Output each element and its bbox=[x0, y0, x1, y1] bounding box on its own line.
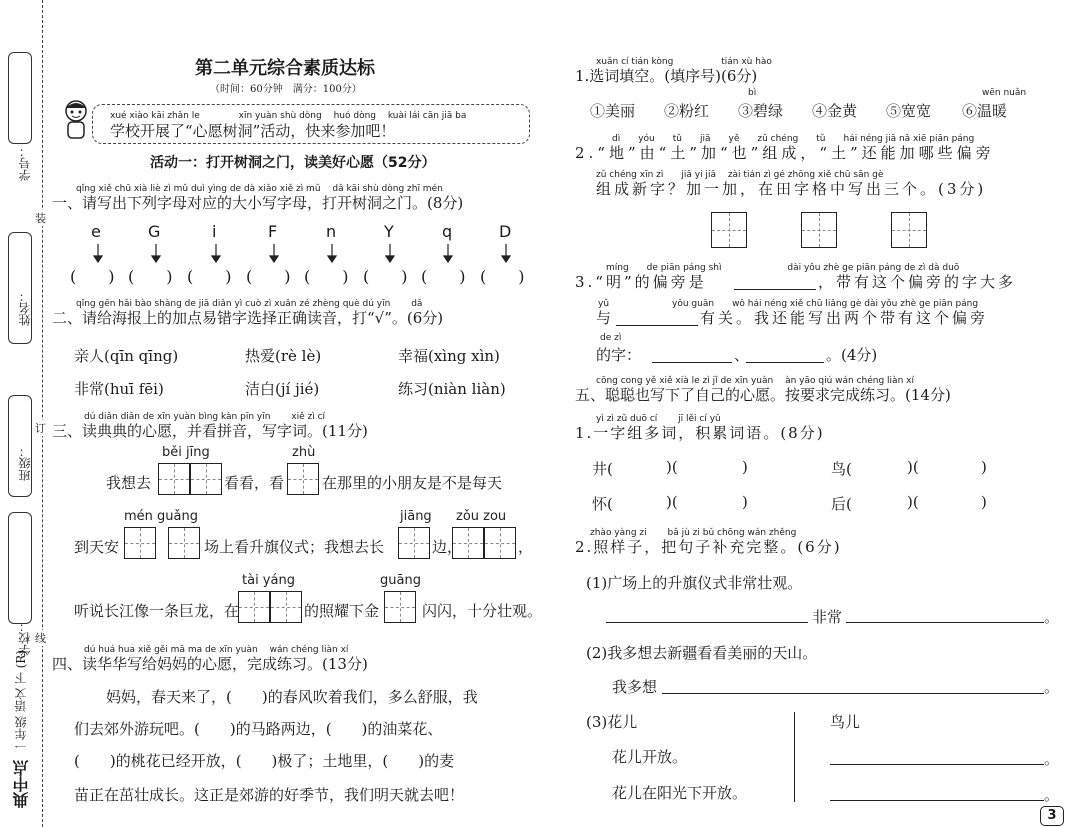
q5s2-e1-blank-b[interactable] bbox=[846, 622, 1044, 623]
q3-box-jiang[interactable] bbox=[398, 527, 430, 559]
q3-box-guang[interactable] bbox=[168, 527, 200, 559]
q5s2-e2-blank[interactable] bbox=[662, 693, 1044, 694]
q5s1-niao-mid: )( bbox=[907, 458, 919, 476]
q1-letter-e: e bbox=[91, 222, 101, 241]
r1-option-6: ⑥温暖 bbox=[962, 102, 1008, 120]
mascot-icon bbox=[60, 98, 92, 142]
r3-text-1b: ，带有这个偏旁的字大多 bbox=[818, 273, 1017, 291]
q1-letter-n: n bbox=[326, 222, 337, 241]
r1-text: 1.选词填空。(填序号)(6分) bbox=[575, 67, 758, 85]
q3-pinyin-beijing: běi jīng bbox=[162, 445, 210, 460]
q3-pinyin-zhu: zhù bbox=[292, 445, 316, 460]
brand-logo: 典中点 bbox=[12, 760, 31, 808]
q5s1-text: 1.一字组多词，积累词语。(8分) bbox=[575, 424, 825, 442]
q4-passage-line-4: 苗正在茁壮成长。这正是郊游的好季节，我们明天就去吧！ bbox=[74, 786, 465, 804]
q1-answer-blank-8[interactable]: ( ) bbox=[480, 267, 525, 286]
q5s2-e3-line-b: 花儿在阳光下开放。 bbox=[612, 784, 748, 802]
q2-pinyin: qǐng gēn hǎi bào shàng de jiā diǎn yì cuò zì xuǎn zé zhèng què dú yīn dǎ bbox=[76, 299, 423, 309]
q5s2-pinyin: zhào yàng zi bǎ jù zi bǔ chōng wán zhěng bbox=[590, 528, 797, 538]
r2-box-3[interactable] bbox=[891, 212, 927, 248]
q5s2-example-3-right: 鸟儿 bbox=[830, 713, 861, 731]
r2-pinyin-1: dì yóu tǔ jiā yě zǔ chéng tǔ hái néng jiā nǎ xiē piān páng bbox=[612, 134, 975, 144]
r3-pinyin-3: de zì bbox=[600, 333, 622, 343]
r3-pinyin-2: yǔ yǒu guān wǒ hái néng xiě chū liǎng gè dài yǒu zhè ge piān páng bbox=[598, 299, 979, 309]
q2-item-4[interactable]: 非常(huī fēi) bbox=[74, 380, 164, 398]
q4-passage-line-2: 们去郊外游玩吧。( )的马路两边，( )的油菜花、 bbox=[74, 720, 443, 738]
q4-pinyin: dú huá hua xiě gěi mā ma de xīn yuàn wán chéng liàn xí bbox=[84, 645, 349, 655]
r2-box-1[interactable] bbox=[711, 212, 747, 248]
q3-pinyin: dú diǎn diǎn de xīn yuàn bìng kàn pīn yīn xiě zì cí bbox=[84, 412, 326, 422]
q3-text: 三、读典典的心愿，并看拼音，写字词。(11分) bbox=[52, 422, 368, 440]
q5s2-divider bbox=[794, 712, 795, 802]
q5s2-e3-end-b: 。 bbox=[1044, 786, 1060, 804]
q2-item-1[interactable]: 亲人(qīn qīng) bbox=[74, 347, 179, 365]
school-label: 学校： bbox=[18, 620, 32, 656]
q1-answer-blank-5[interactable]: ( ) bbox=[304, 267, 349, 286]
name-box-2 bbox=[8, 232, 32, 344]
q5s2-e2-label: 我多想 bbox=[612, 678, 658, 696]
q1-answer-blank-1[interactable]: ( ) bbox=[70, 267, 115, 286]
q5s2-e3-end-a: 。 bbox=[1044, 750, 1060, 768]
r3-blank-char-2[interactable] bbox=[746, 362, 824, 363]
q2-item-2[interactable]: 热爱(rè lè) bbox=[245, 347, 322, 365]
name-box-4 bbox=[8, 512, 32, 624]
q3-pinyin-jiang: jiāng bbox=[400, 509, 432, 524]
q3-box-guang2[interactable] bbox=[384, 591, 416, 623]
q3-line1-c: 在那里的小朋友是不是每天 bbox=[322, 474, 503, 492]
r1-option-4: ④金黄 bbox=[812, 102, 858, 120]
activity1-title: 活动一：打开树洞之门，读美好心愿（52分） bbox=[150, 155, 436, 171]
q5s1-pinyin: yì zì zǔ duō cí jī lěi cí yǔ bbox=[596, 414, 721, 424]
q5s1-jing: 井( bbox=[592, 460, 613, 478]
q2-item-3[interactable]: 幸福(xìng xìn) bbox=[398, 347, 500, 365]
r1-pinyin-wennuan: wēn nuǎn bbox=[982, 88, 1027, 98]
q1-answer-blank-4[interactable]: ( ) bbox=[246, 267, 291, 286]
q3-line3-c: 闪闪，十分壮观。 bbox=[422, 602, 543, 620]
r3-text-3b: 、 bbox=[734, 346, 750, 364]
q5s2-text: 2.照样子，把句子补充完整。(6分) bbox=[575, 538, 842, 556]
q5s2-e3-blank-b[interactable] bbox=[830, 800, 1044, 801]
q1-pinyin: qǐng xiě chū xià liè zì mǔ duì yìng de dà xiǎo xiě zì mǔ dǎ kāi shù dòng zhī mén bbox=[76, 184, 443, 194]
q5s2-e1-blank-a[interactable] bbox=[606, 622, 808, 623]
q1-text: 一、请写出下列字母对应的大小写字母，打开树洞之门。(8分) bbox=[52, 194, 464, 212]
r3-pinyin-1: míng de piān páng shì dài yǒu zhè ge piān páng de zì dà duō bbox=[606, 263, 960, 273]
binding-tick-xian: 线 bbox=[35, 632, 46, 645]
q3-box-bei[interactable] bbox=[158, 463, 190, 495]
q3-line2-c: 边， bbox=[432, 538, 463, 556]
r1-option-3: ③碧绿 bbox=[738, 102, 784, 120]
q5s2-e1-label: 非常 bbox=[812, 608, 843, 626]
q3-line1-b: 看看，看 bbox=[224, 474, 285, 492]
q5s1-hou-mid: )( bbox=[907, 493, 919, 511]
q3-line2-a: 到天安 bbox=[74, 538, 120, 556]
q5s1-jing-end: ) bbox=[742, 458, 748, 476]
q5s1-huai-end: ) bbox=[742, 493, 748, 511]
q5s1-niao-end: ) bbox=[981, 458, 987, 476]
intro-text: 学校开展了“心愿树洞”活动，快来参加吧！ bbox=[110, 122, 396, 140]
page-subtitle: （时间：60分钟 满分：100分） bbox=[210, 84, 362, 95]
r3-blank-meaning[interactable] bbox=[616, 325, 698, 326]
q3-box-zou2[interactable] bbox=[484, 527, 516, 559]
q4-passage-line-1: 妈妈，春天来了，( )的春风吹着我们，多么舒服，我 bbox=[106, 688, 478, 706]
q5-text: 五、聪聪也写下了自己的心愿。按要求完成练习。(14分) bbox=[575, 386, 951, 404]
r3-blank-char-1[interactable] bbox=[652, 362, 732, 363]
q5s1-hou-end: ) bbox=[981, 493, 987, 511]
q3-line2-b: 场上看升旗仪式；我想去长 bbox=[204, 538, 385, 556]
r2-text-2: 组成新字？加一加，在田字格中写出三个。(3分) bbox=[596, 180, 987, 198]
q1-answer-blank-2[interactable]: ( ) bbox=[128, 267, 173, 286]
q1-letter-F: F bbox=[268, 222, 278, 241]
q4-text: 四、读华华写给妈妈的心愿，完成练习。(13分) bbox=[52, 655, 368, 673]
q3-box-yang[interactable] bbox=[270, 591, 302, 623]
q1-letter-D: D bbox=[499, 222, 512, 241]
q5s1-niao: 鸟( bbox=[831, 460, 852, 478]
q5s1-hou: 后( bbox=[831, 495, 852, 513]
book-label: 一年级 语文 下 (R) bbox=[14, 650, 28, 752]
r2-text-1: 2.“地”由“土”加“也”组成，“土”还能加哪些偏旁 bbox=[575, 144, 995, 162]
q3-line2-d: ， bbox=[518, 538, 534, 556]
r2-pinyin-2: zǔ chéng xīn zì jiā yi jiā zài tián zì gé zhōng xiě chū sān gè bbox=[596, 170, 884, 180]
q5s2-e3-blank-a[interactable] bbox=[830, 764, 1044, 765]
intro-pinyin: xué xiào kāi zhǎn le xīn yuàn shù dòng huó dòng kuài lái cān jiā ba bbox=[110, 111, 467, 121]
r3-text-2b: 有关。我还能写出两个带有这个偏旁 bbox=[700, 309, 989, 327]
binding-tick-ding: 订 bbox=[35, 422, 46, 435]
q1-letter-q: q bbox=[442, 222, 453, 241]
r1-option-1: ①美丽 bbox=[590, 102, 636, 120]
q1-answer-blank-6[interactable]: ( ) bbox=[363, 267, 408, 286]
r3-blank-radical[interactable] bbox=[734, 289, 816, 290]
q3-line3-b: 的照耀下金 bbox=[304, 602, 380, 620]
q3-pinyin-taiyang: tài yáng bbox=[242, 573, 295, 588]
q1-letter-Y: Y bbox=[384, 222, 394, 241]
r3-text-3c: 。(4分) bbox=[826, 346, 878, 364]
q5s2-e2-end: 。 bbox=[1044, 678, 1060, 696]
q1-answer-blank-7[interactable]: ( ) bbox=[421, 267, 466, 286]
r3-text-3a: 的字： bbox=[596, 346, 642, 364]
q3-pinyin-menguang: mén guǎng bbox=[124, 509, 198, 524]
binding-tick-zhuang: 装 bbox=[35, 212, 46, 225]
q1-answer-blank-3[interactable]: ( ) bbox=[187, 267, 232, 286]
q5s2-example-3-left: (3)花儿 bbox=[586, 713, 638, 731]
r2-box-2[interactable] bbox=[801, 212, 837, 248]
q5s2-example-2: (2)我多想去新疆看看美丽的天山。 bbox=[586, 644, 818, 662]
q4-passage-line-3: ( )的桃花已经开放，( )极了；土地里，( )的麦 bbox=[74, 752, 455, 770]
q2-item-5[interactable]: 洁白(jí jié) bbox=[245, 380, 320, 398]
r1-pinyin-bi: bì bbox=[748, 88, 757, 98]
binding-dashed-line bbox=[42, 0, 43, 827]
r3-text-1a: 3.“明”的偏旁是 bbox=[575, 273, 707, 291]
q3-box-zhu[interactable] bbox=[287, 463, 319, 495]
page-title: 第二单元综合素质达标 bbox=[195, 58, 375, 79]
q5s1-jing-mid: )( bbox=[666, 458, 678, 476]
class-label: 班级： bbox=[18, 445, 32, 481]
page-number: 3 bbox=[1040, 806, 1064, 826]
q2-item-6[interactable]: 练习(niàn liàn) bbox=[398, 380, 506, 398]
q3-line3-a: 听说长江像一条巨龙，在 bbox=[74, 602, 240, 620]
q3-line1-a: 我想去 bbox=[106, 474, 152, 492]
q3-box-men[interactable] bbox=[124, 527, 156, 559]
q1-letter-G: G bbox=[148, 222, 161, 241]
q3-pinyin-zouzou: zǒu zou bbox=[456, 509, 507, 524]
q5s2-example-1: (1)广场上的升旗仪式非常壮观。 bbox=[586, 574, 803, 592]
q3-box-zou[interactable] bbox=[452, 527, 484, 559]
q5s1-huai: 怀( bbox=[592, 495, 613, 513]
q5-pinyin: cōng cong yě xiě xià le zì jǐ de xīn yuàn àn yāo qiú wán chéng liàn xí bbox=[596, 376, 914, 386]
q1-letter-i: i bbox=[212, 222, 217, 241]
q2-text: 二、请给海报上的加点易错字选择正确读音，打“√”。(6分) bbox=[52, 309, 444, 327]
student-id-label: 学号： bbox=[18, 145, 32, 181]
q5s2-e1-end: 。 bbox=[1044, 608, 1060, 626]
student-name-label: 姓名： bbox=[18, 290, 32, 326]
r1-option-2: ②粉红 bbox=[664, 102, 710, 120]
q3-box-tai[interactable] bbox=[238, 591, 270, 623]
r1-option-5: ⑤宽宽 bbox=[886, 102, 932, 120]
q5s2-e3-line-a: 花儿开放。 bbox=[612, 748, 688, 766]
r1-pinyin: xuǎn cí tián kòng tián xù hào bbox=[596, 57, 772, 67]
q5s1-huai-mid: )( bbox=[666, 493, 678, 511]
name-box-1 bbox=[8, 52, 32, 144]
r3-text-2a: 与 bbox=[596, 309, 612, 327]
q3-box-jing[interactable] bbox=[190, 463, 222, 495]
q3-pinyin-guang2: guāng bbox=[380, 573, 421, 588]
